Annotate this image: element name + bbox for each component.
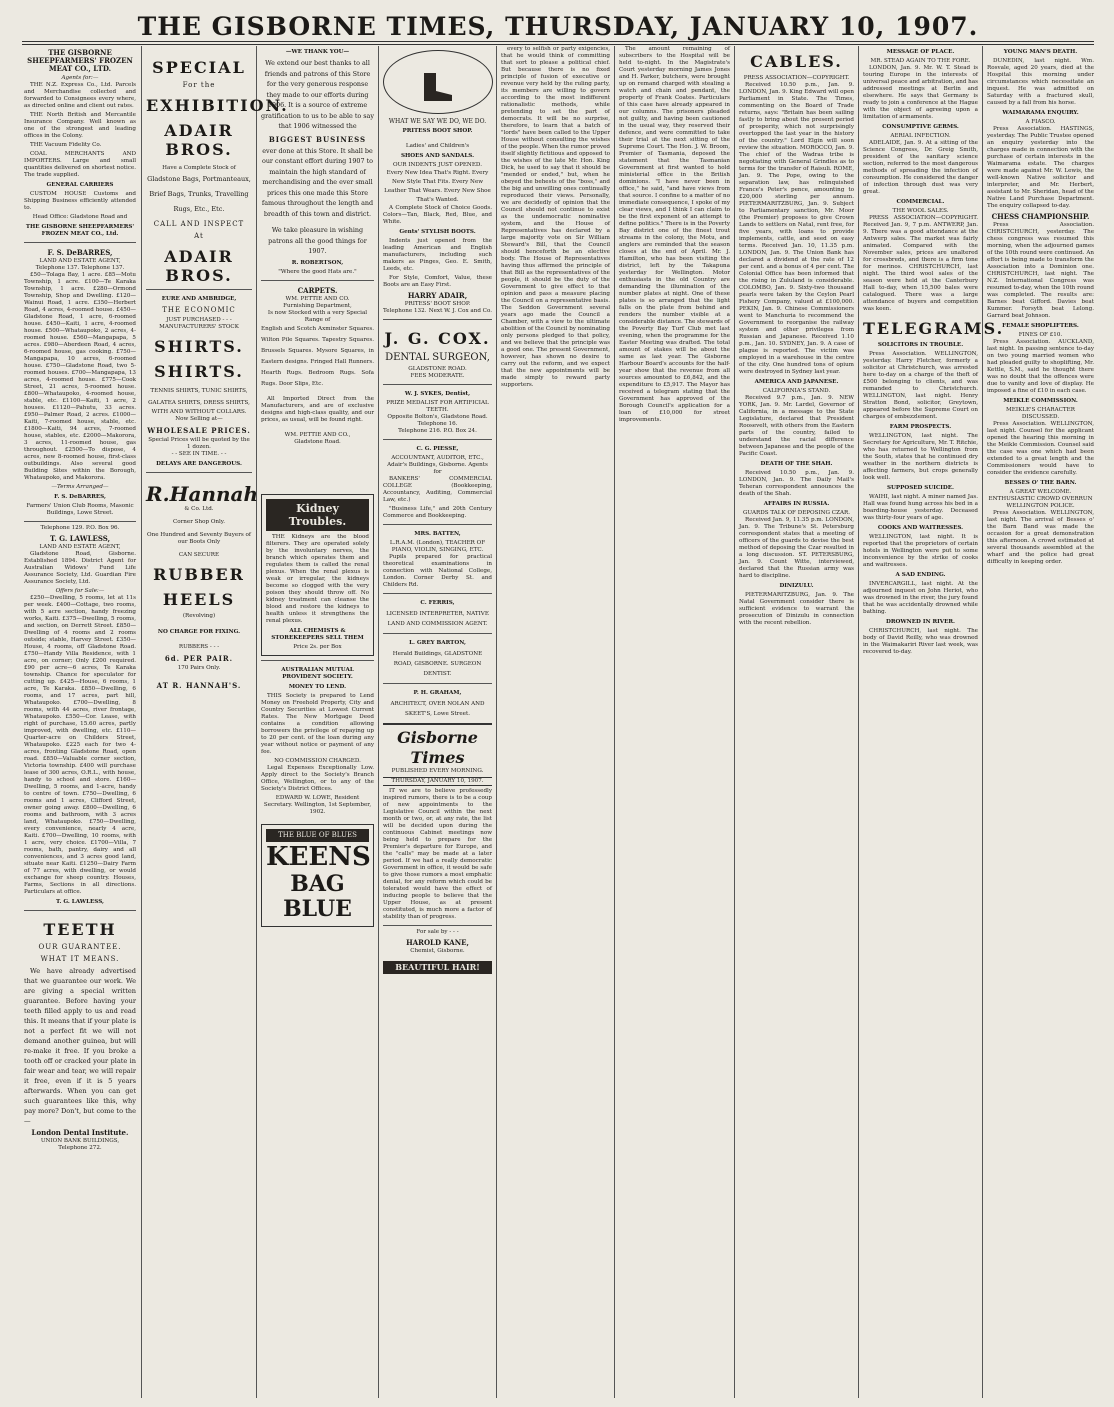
ad-heading: AUSTRALIAN MUTUAL PROVIDENT SOCIETY. <box>281 666 354 680</box>
ad-line: 170 Pairs Only. <box>177 665 221 671</box>
ad-line: (Revolving) <box>182 613 216 619</box>
ad-heading: EURE AND AMBRIDGE, <box>161 296 237 302</box>
ad-title: RUBBER <box>153 565 245 584</box>
news-heading: WAIMARAMA ENQUIRY. <box>1002 110 1079 116</box>
column-rule <box>496 46 497 1398</box>
news-text: Press Association. AUCKLAND, last night. In passing sentence to-day on two young married women who had pleaded guilty to shoplifting, Mr. Kettle, S.M., said he thought there was no doubt that the offences were due to vanity and love of display. He imposed a fine of £10 in each case. <box>987 339 1094 394</box>
ad-title: SPECIAL <box>152 58 246 77</box>
news-subheading: CALIFORNIA'S STAND. <box>762 388 831 394</box>
editorial-masthead: Gisborne Times <box>397 728 478 767</box>
news-text: LONDON, Jan. 9. Mr. W. T. Stead is touring Europe in the interests of universal peace and arbitration, and has addressed meetings at Berlin and elsewhere. He says that Germany is ready to join a conference at the Hague with the object of agreeing upon a limitation of armaments. <box>863 65 978 120</box>
news-subheading: MR. STEAD AGAIN TO THE FORE. <box>870 58 971 64</box>
ad-line: our Boots Only <box>177 539 221 545</box>
ad-line: Corner Shop Only. <box>172 519 226 525</box>
ad-line: OUR INDENTS JUST OPENED. <box>393 162 482 168</box>
news-heading: BESSES O' THE BARN. <box>1004 480 1077 486</box>
ad-title: ADAIR BROS. <box>164 121 234 159</box>
news-text: WELLINGTON, last night. It is reported that the proprietors of certain hotels in Wellington were put to some inconvenience by the strike of cooks and waitresses. <box>863 534 978 568</box>
ad-line: ALL CHEMISTS & STOREKEEPERS SELL THEM <box>271 627 364 641</box>
column-rule <box>734 46 735 1398</box>
property-listings: £250—Dwelling, 5 rooms, let at 11s per week. £400—Cottage, two rooms, with 5 acre section, handy freezing works, Kaiti. £375—Dwelling, 5 rooms, and section, on Derrett Street. £850—Dwelling of 4 rooms and 2 rooms outside; stable, Harvey Street. £350—House, 4 rooms, off Gladstone Road. £750—Handy Villa Residence, with 1 acre, on corner; Only £200 required. £90 per acre—6 acres, Te Karaka township. Chance for speculator for cutting up. £425—House, 6 rooms, 1 acre, Te Karaka. £850—Dwelling, 6 rooms, and 17 acres, part hill, Whataupoko. £700—Dwelling, 8 rooms, with 44 acres, river frontage, Whataupoko. £550—Cor. Lease, with right of purchase, 15.60 acres, partly improved, with dwelling, etc. £110—Quarter-acre on Childers Street, Whataupoko. £225 each for two 4-acres, fronting Gladstone Road, open road. £850—Valuable corner section, Victoria township. £400 will purchase lease of 300 acres, O.R.L., with house, handy to school and store. £160—Dwelling, 5 rooms, and 1-acre, handy to centre of town. £750—Dwelling, 6 rooms and 1 acres, Clifford Street, owner going away. £800—Dwelling, 6 rooms and bathroom, with 3 acres land, Whataupoko. £750—Dwelling, every convenience, nearly 4 acre, Kaiti. £700—Dwelling, 10 rooms, with 1 acre, very choice. £1700—Villa, 7 rooms, bath, pantry, dairy and all conveniences, and 3 acres good land, situate near Kaiti. £1250—Dairy Farm of 77 acres, with dwelling, or would exchange for sheep country. Houses, Farms, Sections in all directions. Particulars at office. <box>24 595 136 895</box>
news-text: Press Association. WELLINGTON, last night. Counsel for the applicant opened the hearing this morning in the Meikle Commission. Counsel said the case was one which had been extended to a great length and the Commissioners would have to consider the evidence carefully. <box>987 421 1094 476</box>
news-heading: CONSUMPTIVE GERMS. <box>882 124 959 130</box>
ad-paragraph: Legal Expenses Exceptionally Low. Apply direct to the Society's Branch Office, Wellington, or to any of the Society's District Offices. <box>261 764 374 792</box>
agent-phone: Telephone 129. P.O. Box 96. <box>40 525 120 531</box>
ad-line: Telephone 272. <box>58 1145 102 1151</box>
cable-text: Received 10.50 p.m., Jan. 9. LONDON, Jan. 9. The Daily Mail's Teheran correspondent announces the death of the Shah. <box>739 470 854 497</box>
agent-name: T. G. LAWLESS, <box>49 534 111 543</box>
ad-line: Special Prices will be quoted by the 1 dozen. <box>148 437 250 450</box>
ad-line: FEES MODERATE. <box>410 373 465 379</box>
news-heading: DINIZULU. <box>779 583 814 589</box>
news-heading: DROWNED IN RIVER. <box>886 619 955 625</box>
cable-text: Received Jan. 9, 11.35 p.m. LONDON, Jan. 9. The Tribune's St. Petersburg correspondent states that a meeting of officers of the guards to devise the best method of deposing the Czar resulted in a long discussion. ST. PETERSBURG, Jan. 9. Count Witte, interviewed, declared that the Russian army was hard to discipline. <box>739 517 854 579</box>
ad-line: PRIZE MEDALIST FOR ARTIFICIAL TEETH. <box>386 400 489 413</box>
ad-line: THE ECONOMIC <box>162 306 236 314</box>
section-title: TELEGRAMS. <box>863 319 1005 338</box>
news-text: WELLINGTON, last night. The Secretary for Agriculture, Mr. T. Ritchie, who has returned to Wellington from the South, states that he continued dry weather in the northern districts is affecting farmers, but crops generally look well. <box>863 433 979 481</box>
ad-title: HEELS <box>162 590 236 609</box>
ad-title: THE GISBORNE SHEEPFARMERS' FROZEN MEAT CO., LTD. <box>27 48 133 73</box>
ad-line: - - SEE IN TIME. - - <box>171 451 227 457</box>
ad-line: Next W. J. Cox and Co. <box>428 308 492 314</box>
ad-paragraph: THE Vacuum Fidelity Co. <box>30 142 102 148</box>
ad-line: Gladstone Road. <box>294 438 341 445</box>
ad-paragraph: COAL MERCHANTS AND IMPORTERS. Large and small quantities delivered on shortest notice. The trade supplied. <box>24 151 136 178</box>
agent-address: Gladstone Road, Gisborne. Established 1894. District Agent for Australian Widows' Fund Life Assurance Society, Ltd. Guardian Fire Assurance Society, Ltd. <box>24 551 136 585</box>
ad-paragraph: We have already advertised that we guarantee our work. We are giving a special written guarantee. Before having your teeth filled apply to us and read this. It means that if your plate is not a perfect fit we will not demand another guinea, but will re-make it free. If you broke a tooth off or cracked your plate in fair wear and tear, we will repair it free, even if it is 5 years afterwards. When you can get such guarantees like this, why pay more? Don't, but come to the— <box>24 967 136 1125</box>
agent-signature: F. S. DeBARRES, <box>54 494 106 500</box>
news-text: Press Association. CHRISTCHURCH, yesterday. The chess congress was resumed this morning, when the adjourned games of the 10th round were continued. An effort is being made to transform the Association into a Dominion one. CHRISTCHURCH, last night. The N.Z. International Congress was resumed to-day, when the 10th round was completed. The results are: Barnes beat Gifford. Davies beat Kummer. Forsyth beat Lelong. Garrard beat Johnson. <box>987 222 1094 319</box>
ad-line: Now Selling at— <box>175 416 223 422</box>
section-title: CABLES. <box>750 52 843 71</box>
news-subheading: ENTHUSIASTIC CROWD OVERRUN WELLINGTON POLICE. <box>988 496 1093 509</box>
ad-line: RUBBERS - - - <box>178 644 220 650</box>
column-rule <box>858 46 859 1398</box>
ad-heading: L. GREY BARTON, <box>409 640 466 646</box>
ad-line: Offers for Sale:— <box>55 588 105 594</box>
agent-role: LAND AND ESTATE AGENT, <box>39 258 121 264</box>
keens-blue-ad <box>261 824 374 927</box>
ad-paragraph: We take pleasure in wishing patrons all the good things for 1907. <box>268 226 367 255</box>
ad-subtitle: Agents for:— <box>61 75 99 81</box>
ad-title: ADAIR BROS. <box>164 247 234 285</box>
ad-paragraph: Gladstone Bags, Portmanteaux, Brief Bags, Trunks, Travelling Rugs, Etc., Etc. <box>147 175 251 213</box>
ad-line: NO COMMISSION CHARGED. <box>274 757 361 764</box>
ad-heading: GENERAL CARRIERS <box>46 182 114 188</box>
news-heading: AFFAIRS IN RUSSIA. <box>763 501 830 507</box>
ad-line: WM. PETTIE AND CO., <box>284 431 351 438</box>
ad-signature: HARRY ADAIR, <box>407 291 468 300</box>
hannah-logo-sub: & Co. Ltd. <box>184 506 214 512</box>
ad-heading: C. G. PIESSE, <box>416 446 459 452</box>
ad-paragraph: We extend our best thanks to all friends and patrons of this Store for the very generous response they made to our efforts during 1906. It is a source of extreme gratification to us to be able to say that 1906 witnessed the <box>261 59 374 130</box>
news-text: WAIHI, last night. A miner named Jas. Hall was found hung across his bed in a boarding-house yesterday. Deceased was thirty-four years of age. <box>863 494 978 521</box>
column-rule <box>378 46 379 1398</box>
ad-line: Ladies' and Children's <box>405 143 470 149</box>
editorial-tagline: PUBLISHED EVERY MORNING. <box>391 768 484 774</box>
ad-line: GLADSTONE ROAD. <box>408 366 467 372</box>
column-9 <box>987 46 1094 1398</box>
news-subheading: A GREAT WELCOME. <box>1009 489 1072 495</box>
column-2 <box>146 46 289 1398</box>
ad-line: —Terms Arranged— <box>51 484 109 490</box>
ad-heading: MONEY TO LEND. <box>288 683 347 690</box>
column-5 <box>501 46 610 1398</box>
news-heading: MESSAGE OF PLACE. <box>886 49 955 55</box>
emblem-motto: WHAT WE SAY WE DO, WE DO. <box>388 118 487 125</box>
ad-paragraph: Every New Idea That's Right. Every New Style That Fits. Every New Leather That Wears. Every New Shoe That's Wanted. <box>384 170 491 203</box>
ad-line: WHOLESALE PRICES. <box>147 426 251 435</box>
ad-heading: HAROLD KANE, <box>406 938 469 947</box>
hannah-logo: R.Hannah <box>146 482 259 506</box>
news-text: PRESS ASSOCIATION—COPYRIGHT. Received Jan. 9, 7 p.m. ANTWERP, Jan. 9. There was a good attendance at the Antwerp sales. The market was fairly animated. Compared with the November sales, prices are unaltered for crossbreds, and there is a firm tone for merinos. CHRISTCHURCH, last night. The third wool sales of the season were held at the Canterbury Hall to-day, when 15,500 bales were catalogued. There was a large attendance of buyers and competition was keen. <box>863 215 978 312</box>
news-heading: SOLICITORS IN TROUBLE. <box>877 342 964 348</box>
ad-paragraph: ever done at this Store. It shall be our constant effort during 1907 to maintain the high standard of merchandising and the ever small prices this one made this Store famous throughout the length and breadth of this town and district. <box>261 146 374 218</box>
masthead: THE GISBORNE TIMES, THURSDAY, JANUARY 10, 1907. <box>137 12 979 41</box>
masthead-rule-bottom <box>22 44 1094 45</box>
news-subheading: GUARDS TALK OF DEPOSING CZAR. <box>742 510 851 516</box>
news-heading: AMERICA AND JAPANESE. <box>754 379 839 385</box>
ad-price: Price 2s. per Box <box>293 643 342 650</box>
ad-line: Have a Complete Stock of <box>162 165 236 171</box>
cable-text: Received 10.50 p.m., Jan. 9. LONDON, Jan. 9. King Edward will open Parliament in State. The Times, commenting on the Board of Trade returns, says: "Britain has been sailing fastly to bring about the present period of prosperity, which not surprisingly overtopped the last year in the history of the country." Lord Elgin will soon review the situation. MOROCCO, Jan. 9. The chief of the Wadras tribe is negotiating with General Grindles as to terms for the transfer of Raisuli. ROME, Jan. 9. The Pope, owing to the separation law, has relinquished France's Peter's pence, amounting to £20,000 sterling per annum. PIETERMARITZBURG, Jan. 9. Subject to Parliamentary sanction, Mr. Moor (the Premier) proposes to give Crown Lands to settlers on Natal, rent free, for five years, with loans to provide implements, cattle, and seed on easy terms. Received Jan. 10, 11.35 p.m. LONDON, Jan. 9. The Union Bank has declared a dividend at the rate of 12 per cent. and a bonus of 4 per cent. The Colonial Office has been informed that the rising in Zululand is considerable. COLOMBO, Jan. 9. Sixty-two thousand pearls were taken by the Ceylon Pearl Fishery Company, valued at £100,000. PEKIN, Jan. 9. Chinese Commissioners went to Manchuria to recommend the Government to reorganise the railway system and other privileges from Russian and Japanese. Received 1.10 p.m., Jan. 10. SYDNEY, Jan. 9. A case of plague is reported. The victim was employed in a warehouse in the centre of the city. One hundred tons of opium were destroyed in Sydney last year. <box>739 82 854 375</box>
ad-paragraph: For Style, Comfort, Value, these Boots are an Easy First. <box>383 275 492 288</box>
ad-line: PRITESS' BOOT SHOP. <box>404 301 471 307</box>
agent-name: F. S. DeBARRES, <box>47 248 113 257</box>
column-3 <box>261 46 374 1398</box>
ad-paragraph: "Business Life," and 20th Century Commerce and Bookkeeping. <box>383 506 492 519</box>
column-rule <box>256 46 257 1398</box>
boot-icon <box>384 51 494 115</box>
ad-paragraph: THIS Society is prepared to Lend Money on Freehold Property, City and Country Securities at Lowest Current Rates. The New Mortgage Deed contains a condition allowing borrowers the privilege of repaying up to 20 per cent. of the loan during any year without notice or payment of any fee. <box>261 692 374 755</box>
ad-heading: BIGGEST BUSINESS <box>268 134 367 144</box>
ad-paragraph: Indents just opened from the leading American and English manufacturers, including such makers as Pinges, Geo. E. Smith, Leeds, etc. <box>383 238 492 272</box>
ad-paragraph: English and Scotch Axminster Squares. Wilton Pile Squares. Tapestry Squares. Brussels Squares. Mysore Squares, in Eastern designs. Fringed Hall Runners. Hearth Rugs. Bedroom Rugs. Sofa Rugs. Door Slips, Etc. <box>261 325 374 387</box>
ad-title: SHIRTS. <box>154 362 244 381</box>
ad-line: WM. PETTIE AND CO. <box>285 295 350 302</box>
ad-line: Herald Buildings, GLADSTONE ROAD, GISBORNE. SURGEON DENTIST. <box>392 651 483 677</box>
local-news-text: The amount remaining of subscribers to the Hospital will be held to-night. In the Magistrate's Court yesterday morning James Jones and H. Parker, butchers, were brought up on remand charged with stealing a watch and chain and pendant, the property of Frank Coates. Particulars of this case have already appeared in our columns. The prisoners pleaded not guilty, and having been cautioned in the usual way, they reserved their defence, and were committed to take their trial at the next sitting of the Supreme Court. The Hon. J. W. Broom, Premier of Tasmania, deposed the statement that the Tasmanian Government at first wanted to hold ministerial office in the British dominions. "I have never been in office," he said, "and have views from that source. I confine to a matter of no immediate consequence, I spoke of my clear views, and I think I can claim to be the first exponent of an attempt to define politics." There is in the Poverty Bay district one of the finest trout streams in the colony, the Motu, and anglers are reminded that the season closes at the end of April. Mr. J. Hamilton, who has been visiting the district, left by the Takapuna yesterday for Wellington. Motor enthusiasts in the old Country are demanding the illumination of the number plates at night. One of these plates is so arranged that the light falls on the plate from behind and renders the number visible at a considerable distance. The stewards of the Poverty Bay Turf Club met last evening, when the programme for the Easter Meeting was drafted. The total amount of stakes will be about the same as last year. The Gisborne Harbour Board's accounts for the half-year show that the revenue from all sources amounted to £6,842, and the expenditure to £5,917. The Mayor has received a telegram stating that the Government has approved of the Borough Council's application for a loan of £10,000 for street improvements. <box>619 46 730 423</box>
news-subheading: THE WOOL SALES. <box>892 208 949 214</box>
ad-line: Telephone 132. <box>383 308 427 314</box>
ad-price: 6d. PER PAIR. <box>164 654 234 663</box>
ad-paragraph: THE Kidneys are the blood filterers. They are operated solely by the involuntary nerves, the branch which operates them and regulates them is called the renal plexus. When the renal plexus is weak or irregular, the kidneys become so clogged with the very poison they should throw off. No kidney treatment can cleanse the blood and restore the kidneys to health unless it strengthens the renal plexus. <box>266 533 369 624</box>
column-rule <box>614 46 615 1398</box>
ad-line: "Where the good Hats are." <box>278 268 357 275</box>
ad-line: MANUFACTURERS' STOCK <box>159 324 239 330</box>
ad-signature: R. ROBERTSON, <box>291 259 344 266</box>
ad-paragraph: THE N.Z. Express Co., Ltd. Parcels and Merchandise collected and forwarded to Consignees every where, as directed online and client out rates. <box>24 82 136 109</box>
ad-heading: DENTAL SURGEON, <box>385 352 490 363</box>
agent-address: Farmers' Union Club Rooms, Masonic Buildings, Lowe Street. <box>26 503 134 516</box>
ad-line: Head Office: Gladstone Road and <box>32 214 128 220</box>
ad-line: L.R.A.M. (London), TEACHER OF PIANO, VIOLIN, SINGING, ETC. <box>389 540 486 553</box>
ad-heading: DELAYS ARE DANGEROUS. <box>156 461 242 467</box>
news-heading: YOUNG MAN'S DEATH. <box>1003 49 1078 55</box>
ad-line: CAN SECURE <box>178 552 220 558</box>
column-6 <box>619 46 730 1398</box>
ad-heading: PRITESS BOOT SHOP. <box>402 128 473 134</box>
ad-line: UNION BANK BUILDINGS, <box>40 1138 120 1144</box>
hair-ad: BEAUTIFUL HAIR! <box>383 961 492 974</box>
ad-paragraph: Pupils prepared for practical theoretical examinations in connection with National College, London. Corner Derby St. and Childers Rd. <box>383 554 492 588</box>
news-heading: MEIKLE COMMISSION. <box>1003 398 1078 404</box>
ad-heading: AT R. HANNAH'S. <box>156 681 242 690</box>
boot-shop-emblem <box>383 50 493 114</box>
editorial-text: every to selfish or party exigencies, that he would think of committing that sort to please a political chief. But because there is no fixed principle of fusion of executive or revenue very held by the ruling party, its members are willing to govern according to the most indifferent rationalistic methods, while pretending to set the part of democrats. It will be no surprise, therefore, to learn that a batch of "lords" have been called to the Upper House without consulting the wishes of the people. When the rumor proved itself slightly fictitious and opposed to the wishes of the late Mr. Hon. King Dick, he used to say that it should be "mended or ended," but, when he obeyed the behests of the "boss," and the big and unwilling ones continually reproduced their views. Personally, we are decidedly of opinion that the Council should not continue to exist as the undemocratic nominative system, and the House of Representatives has declared by a large majority vote on Sir William Steward's Bill, that the Council should henceforth be an elective body. The House of Representatives having thus affirmed the principle of that Bill as the representatives of the people, it should be the duty of the Government to give effect to that opinion and pass a measure placing the Council on a representative basis. The Seddon Government several years ago made the Council a Chamber, with a view to the ultimate abolition of the Council by nominating only persons pledged to that policy, and we believe that the principle was a good one. The present Government, however, has shown no desire to carry out the reform, and we expect that the new appointments will be made simply to reward party supporters. <box>501 46 610 388</box>
news-heading: A SAD ENDING. <box>895 572 946 578</box>
column-8 <box>863 46 1005 1398</box>
ad-title: J. G. COX. <box>384 329 491 348</box>
ad-heading: W. J. SYKES, Dentist, <box>404 391 471 397</box>
news-subheading: AERIAL INFECTION. <box>890 133 951 139</box>
ad-title: TEETH <box>43 920 117 939</box>
ad-heading: THE GISBORNE SHEEPFARMERS' FROZEN MEAT CO., Ltd. <box>25 224 135 237</box>
ad-heading: Gents' STYLISH BOOTS. <box>399 229 476 235</box>
ad-title: EXHIBITION. <box>146 96 289 115</box>
ad-line: THE BLUE OF BLUES <box>266 829 369 842</box>
news-text: Press Association. WELLINGTON, yesterday. Harry Fletcher, formerly a solicitor at Christchurch, was arrested here to-day on a charge of the theft of £500 belonging to clients, and was remanded to Christchurch. WELLINGTON, last night. Henry Stratton Bond, solicitor, Greytown, appeared before the Supreme Court on charges of embezzlement. <box>863 351 978 420</box>
news-subheading: A FIASCO. <box>1025 119 1056 125</box>
news-heading: FEMALE SHOPLIFTERS. <box>1002 323 1079 329</box>
ad-line: ARCHITECT, OVER NOLAN AND SKEET'S, Lowe Street. <box>390 701 485 717</box>
ad-paragraph: TENNIS SHIRTS, TUNIC SHIRTS, GALATEA SHIRTS, DRESS SHIRTS, <box>148 388 250 406</box>
ad-line: One Hundred and Seventy Buyers of <box>147 532 251 538</box>
news-heading: CHESS CHAMPIONSHIP. <box>991 212 1090 221</box>
ad-line: Is now Stocked with a very Special Range of <box>267 309 368 323</box>
ad-line: For the <box>182 81 216 89</box>
ad-line: Chemist, Gisborne. <box>410 948 465 954</box>
ad-heading: London Dental Institute. <box>31 1128 129 1137</box>
news-text: CHRISTCHURCH, last night. The body of David Reilly, who was drowned in the Waimakariri River last week, was recovered to-day. <box>863 628 978 655</box>
ad-title: KEENS <box>266 841 371 872</box>
ad-subtitle: OUR GUARANTEE. <box>38 943 122 951</box>
ad-heading: CARPETS. <box>297 285 338 295</box>
news-heading: COMMERCIAL. <box>896 199 945 205</box>
ad-line: Furnishing Department, <box>283 302 352 309</box>
column-1 <box>24 46 136 1398</box>
ad-signature: EDWARD W. LOWE, Resident Secretary. Wellington, 1st September, 1902. <box>263 794 372 815</box>
ad-line: For sale by - - - <box>416 929 459 935</box>
news-text: ADELAIDE, Jan. 9. At a sitting of the Science Congress, Dr. Greig Smith, president of the sanitary science section, referred to the most dangerous methods of spreading the infection of consumption. He considered the danger of infection through dust was very great. <box>863 140 978 195</box>
ad-line: ACCOUNTANT, AUDITOR, ETC., Adair's Buildings, Gisborne. Agents for <box>387 455 488 475</box>
masthead-rule-top <box>22 41 1094 42</box>
news-heading: DEATH OF THE SHAH. <box>760 461 833 467</box>
ad-line: LICENSED INTERPRETER, NATIVE LAND AND COMMISSION AGENT. <box>386 611 489 627</box>
editorial-text: IT we are to believe professedly inspired rumors, there is to be a coup of new appointments to the Legislative Council within the next month or two, or, at any rate, the list will be decided upon during the continuous Cabinet meetings now being held to prepare for the Premier's departure for Europe, and the "calls" may be made at a later period. If we had a really democratic Government in office, it would be safe to give those rumors a most emphatic denial, for any reform which could be tolerated would have the effect of inducing people to believe that the Upper House, as at present constituted, is much more a factor of stability than of progress. <box>383 788 492 920</box>
column-4 <box>383 46 492 1398</box>
ad-heading: SHOES AND SANDALS. <box>400 153 475 159</box>
ad-paragraph: THE North British and Mercantile Insurance Company. Well known as one of the strongest and leading offices in the Colony. <box>24 112 136 139</box>
news-subheading: MEIKLE'S CHARACTER DISCUSSED. <box>1006 407 1075 420</box>
column-rule <box>141 46 142 1398</box>
news-text: Press Association. WELLINGTON, last night. The arrival of Besses o' the Barn Band was made the occasion for a great demonstration this afternoon. A crowd estimated at several thousands assembled at the wharf and the police had great difficulty in keeping order. <box>987 510 1094 565</box>
ad-line: Opposite Bolton's, Gladstone Road. Telephone 16. <box>387 414 488 427</box>
news-subheading: FINES OF £10. <box>1018 332 1063 338</box>
ad-heading: C. FERRIS, <box>420 600 455 606</box>
cable-text: Received 9.7 p.m., Jan. 9. NEW YORK, Jan. 9. Mr. Lardel, Governor of California, in a message to the State Legislature, declared that President Roosevelt, with others from the Eastern parts of the country, failed to understand the racial difference between Japanese and the people of the Pacific Coast. <box>739 395 854 457</box>
ad-paragraph: BANKERS' COMMERCIAL COLLEGE (Bookkeeping, Accountancy, Auditing, Commercial Law, etc.) <box>383 476 492 503</box>
section-subtitle: PRESS ASSOCIATION—COPYRIGHT. <box>743 75 850 81</box>
ad-subtitle: WHAT IT MEANS. <box>40 955 120 963</box>
ad-paragraph: A Complete Stock of Choice Goods. Colors—Tan, Black, Red, Blue, and White. <box>383 205 492 225</box>
ad-heading: NO CHARGE FOR FIXING. <box>157 629 241 635</box>
agent-phone: Telephone 137. Telephone 137. <box>35 265 125 271</box>
ad-line: Telephone 216. P.O. Box 24. <box>398 428 477 434</box>
ad-heading: —WE THANK YOU— <box>285 49 350 55</box>
property-listings: £50—Tolaga Bay, 1 acre. £85—Motu Township, 1 acre. £100—Te Karaka Township, 1 acre. £280—Ormond Township, Shop and Dwelling. £120—Wainui Road, 1 acre. £350—Herbert Road, 4 acres, 4-roomed house. £450—Gladstone Road, 1 acre, 6-roomed house. £450—Kaiti, 1 acre, 4-roomed house. £500—Whataupoko, 2 acres, 4-roomed house. £560—Mangapapa, 5 acres. £980—Aberdeen Road, 4 acres, 6-roomed house, gas cooking. £750—Mangapapa, 10 acres, 6-roomed house. £750—Gladstone Road, two 5-roomed houses. £700—Mangapapa, 13 acres, 4-roomed house. £775—Cook Street, 21 acres, 5-roomed house. £800—Whataupoko, 4-roomed house, stable, etc. £1100—Kaiti, 1 acre, 2 houses. £1120—Pahutu, 33 acres. £950—Palmer Road, 2 acres. £1000—Kaiti, 7-roomed house, stable, etc. £1800—Kaiti, 94 acres, 7-roomed house, stables, etc. £2000—Makorora, 3 acres, 11-roomed house, gas throughout. £2500—To dispose, 4 acres, new 8-roomed house, first-class outbuildings. Also several good Building Sites within the Borough, Whataupoko, and Makorora. <box>24 272 136 481</box>
ad-heading: MRS. BATTEN, <box>414 531 461 537</box>
ad-line: JUST PURCHASED - - - <box>166 317 232 323</box>
ad-title: Kidney Troubles. <box>266 499 369 531</box>
ad-paragraph: CUSTOM HOUSE Customs and Shipping Business efficiently attended to. <box>24 191 136 211</box>
news-text: DUNEDIN, last night. Wm. Rosvale, aged 20 years, died at the Hospital this morning under circumstances which necessitate an inquest. He was admitted on Saturday with a fractured skull, caused by a fall from his horse. <box>987 58 1094 106</box>
kidney-ad <box>261 494 374 656</box>
ad-title: BLUE <box>283 895 352 922</box>
cable-text: PIETERMARITZBURG, Jan. 9. The Natal Government consider there is sufficient evidence to warrant the prosecution of Dinizulu in connection with the recent rebellion. <box>739 592 854 626</box>
ad-line: CALL AND INSPECT <box>153 220 245 228</box>
news-heading: COOKS AND WAITRESSES. <box>877 525 964 531</box>
ad-line: WITH AND WITHOUT COLLARS. <box>151 409 247 415</box>
ad-line: At <box>194 232 204 240</box>
news-heading: SUPPOSED SUICIDE. <box>887 485 954 491</box>
ad-title: BAG <box>290 870 345 897</box>
news-heading: FARM PROSPECTS. <box>889 424 952 430</box>
agent-signature: T. G. LAWLESS, <box>56 899 104 905</box>
ad-heading: P. H. GRAHAM, <box>413 690 462 696</box>
ad-paragraph: All Imported Direct from the Manufacturers, and are of exclusive designs and high-class quality, and our prices, as usual, will be found right. <box>261 395 374 423</box>
ad-title: SHIRTS. <box>154 337 244 356</box>
column-rule <box>982 46 983 1398</box>
agent-role: LAND AND ESTATE AGENT, <box>39 544 121 550</box>
news-text: INVERCARGILL, last night. At the adjourned inquest on John Heriot, who was drowned in the river, the jury found that he was accidentally drowned while bathing. <box>863 581 978 615</box>
news-text: Press Association. HASTINGS, yesterday. The Public Trustee opened an enquiry yesterday into the charges made in connection with the purchase of certain interests in the Waimarama estate. The charges were made against Mr. W. Lewis, the well-known Native solicitor and interpreter, and Mr. Herbert, assistant to Mr. Sheridan, head of the Native Land Purchase Department. The enquiry collapsed to-day. <box>987 126 1094 209</box>
column-7 <box>739 46 854 1398</box>
editorial-date: THURSDAY, JANUARY 10, 1907. <box>383 777 492 786</box>
